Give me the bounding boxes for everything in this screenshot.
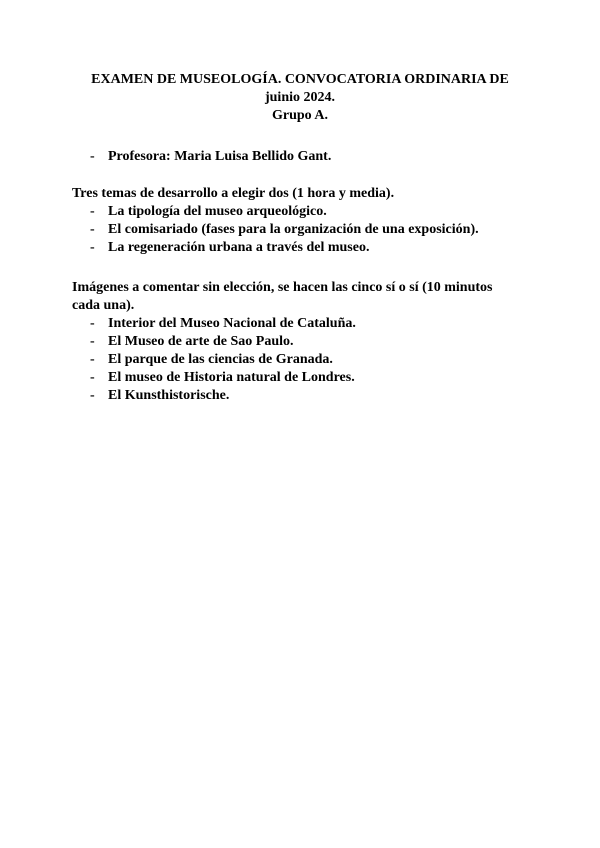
dash-marker: -: [90, 352, 95, 367]
teacher-section: [72, 148, 532, 166]
teacher-list: [72, 148, 532, 166]
list-item: [72, 203, 532, 221]
dash-marker: -: [90, 334, 95, 349]
image-item-1: Interior del Museo Nacional de Cataluña.: [108, 316, 356, 331]
dash-marker: -: [90, 240, 95, 255]
theme-item-3: La regeneración urbana a través del museo.: [108, 240, 370, 255]
dash-marker: -: [90, 222, 95, 237]
list-item: [72, 369, 512, 387]
dash-marker: -: [90, 316, 95, 331]
dash-marker: -: [90, 370, 95, 385]
dash-marker: -: [90, 388, 95, 403]
dash-marker: -: [90, 149, 95, 164]
list-item: [72, 239, 532, 257]
image-item-2: El Museo de arte de Sao Paulo.: [108, 334, 294, 349]
list-item: [72, 387, 512, 405]
dash-marker: -: [90, 204, 95, 219]
themes-list: [72, 203, 532, 257]
title-line-2: juinio 2024.: [264, 90, 335, 105]
title-line-1: EXAMEN DE MUSEOLOGÍA. CONVOCATORIA ORDINARIA DE: [91, 72, 509, 87]
theme-item-1: La tipología del museo arqueológico.: [108, 204, 327, 219]
images-list: [72, 315, 512, 405]
list-item: [72, 221, 532, 239]
image-item-5: El Kunsthistorische.: [108, 388, 230, 403]
exam-title: [72, 71, 528, 125]
list-item: [72, 315, 512, 333]
images-section: [72, 279, 512, 405]
images-intro: Imágenes a comentar sin elección, se hacen las cinco sí o sí (10 minutos cada una).: [72, 280, 493, 313]
themes-intro: Tres temas de desarrollo a elegir dos (1 hora y media).: [72, 186, 395, 201]
image-item-4: El museo de Historia natural de Londres.: [108, 370, 355, 385]
theme-item-2: El comisariado (fases para la organización de una exposición).: [108, 222, 479, 237]
list-item: [72, 333, 512, 351]
title-line-3: Grupo A.: [271, 108, 328, 123]
list-item: [72, 351, 512, 369]
list-item: [72, 148, 532, 166]
teacher-name: Profesora: Maria Luisa Bellido Gant.: [108, 149, 332, 164]
themes-section: [72, 185, 532, 257]
image-item-3: El parque de las ciencias de Granada.: [108, 352, 333, 367]
